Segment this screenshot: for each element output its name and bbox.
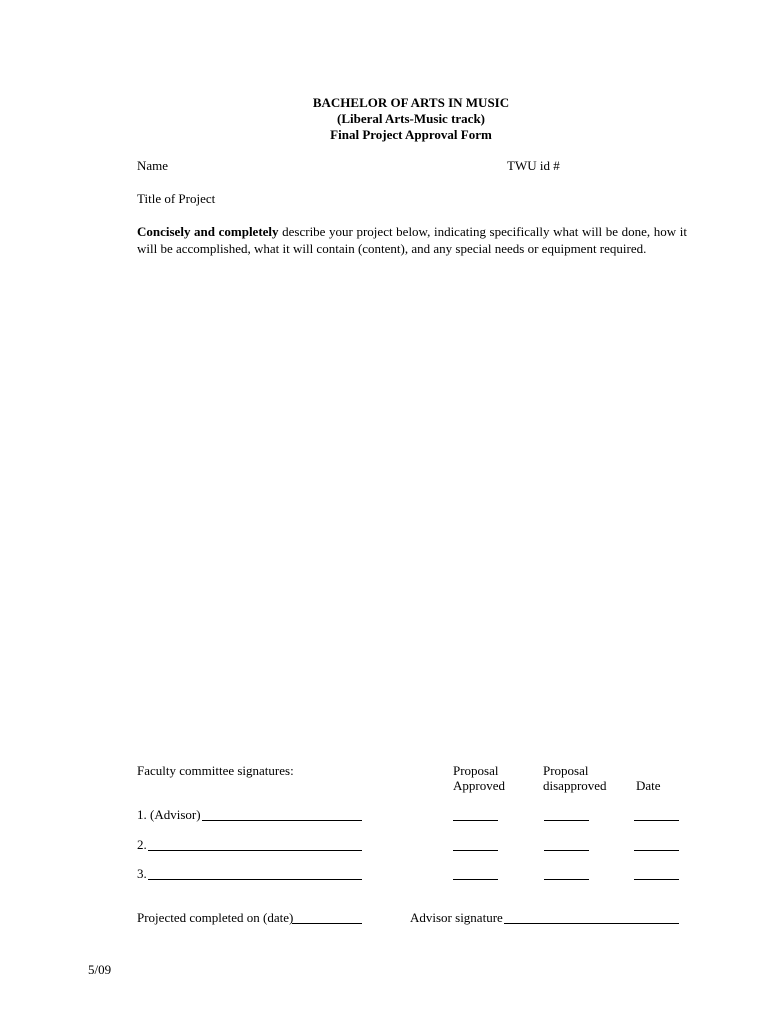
- col-date-header: Date: [636, 778, 661, 793]
- name-label: Name: [137, 158, 169, 173]
- instructions-bold-lead: Concisely and completely: [137, 224, 279, 239]
- row3-approved-line[interactable]: [453, 879, 498, 880]
- advisor-signature-label: Advisor signature: [410, 910, 503, 925]
- project-description-area[interactable]: [137, 285, 687, 745]
- advisor-signature-line[interactable]: [202, 820, 362, 821]
- signature-row-label: 3.: [137, 866, 147, 881]
- signature-row-label: 1. (Advisor): [137, 807, 201, 822]
- row3-disapproved-line[interactable]: [544, 879, 589, 880]
- twu-id-label: TWU id #: [507, 158, 560, 173]
- projected-completion-label: Projected completed on (date): [137, 910, 294, 925]
- member2-signature-line[interactable]: [148, 850, 362, 851]
- col-disapproved-line1: Proposal: [543, 763, 589, 778]
- form-subtitle: (Liberal Arts-Music track): [336, 111, 486, 126]
- faculty-signatures-heading: Faculty committee signatures:: [137, 763, 294, 778]
- signature-row-label: 2.: [137, 837, 147, 852]
- form-name: Final Project Approval Form: [330, 127, 492, 142]
- row2-date-line[interactable]: [634, 850, 679, 851]
- member3-signature-line[interactable]: [148, 879, 362, 880]
- project-title-label: Title of Project: [137, 191, 216, 206]
- row2-disapproved-line[interactable]: [544, 850, 589, 851]
- row1-disapproved-line[interactable]: [544, 820, 589, 821]
- row1-approved-line[interactable]: [453, 820, 498, 821]
- projected-date-line[interactable]: [292, 923, 362, 924]
- row2-approved-line[interactable]: [453, 850, 498, 851]
- row1-date-line[interactable]: [634, 820, 679, 821]
- row3-date-line[interactable]: [634, 879, 679, 880]
- col-approved-header: [453, 763, 505, 793]
- instructions-paragraph: [137, 224, 687, 257]
- col-approved-line1: Proposal: [453, 763, 499, 778]
- col-approved-line2: Approved: [453, 778, 505, 793]
- instructions-text: describe your project below, indicating specifically what will be done, how it will be accomplished, what it will contain (content), and any special needs or equipment required.: [137, 224, 687, 256]
- revision-date: 5/09: [88, 962, 112, 977]
- advisor-final-signature-line[interactable]: [504, 923, 679, 924]
- form-title: BACHELOR OF ARTS IN MUSIC: [312, 95, 510, 110]
- col-disapproved-line2: disapproved: [543, 778, 607, 793]
- col-disapproved-header: [543, 763, 607, 793]
